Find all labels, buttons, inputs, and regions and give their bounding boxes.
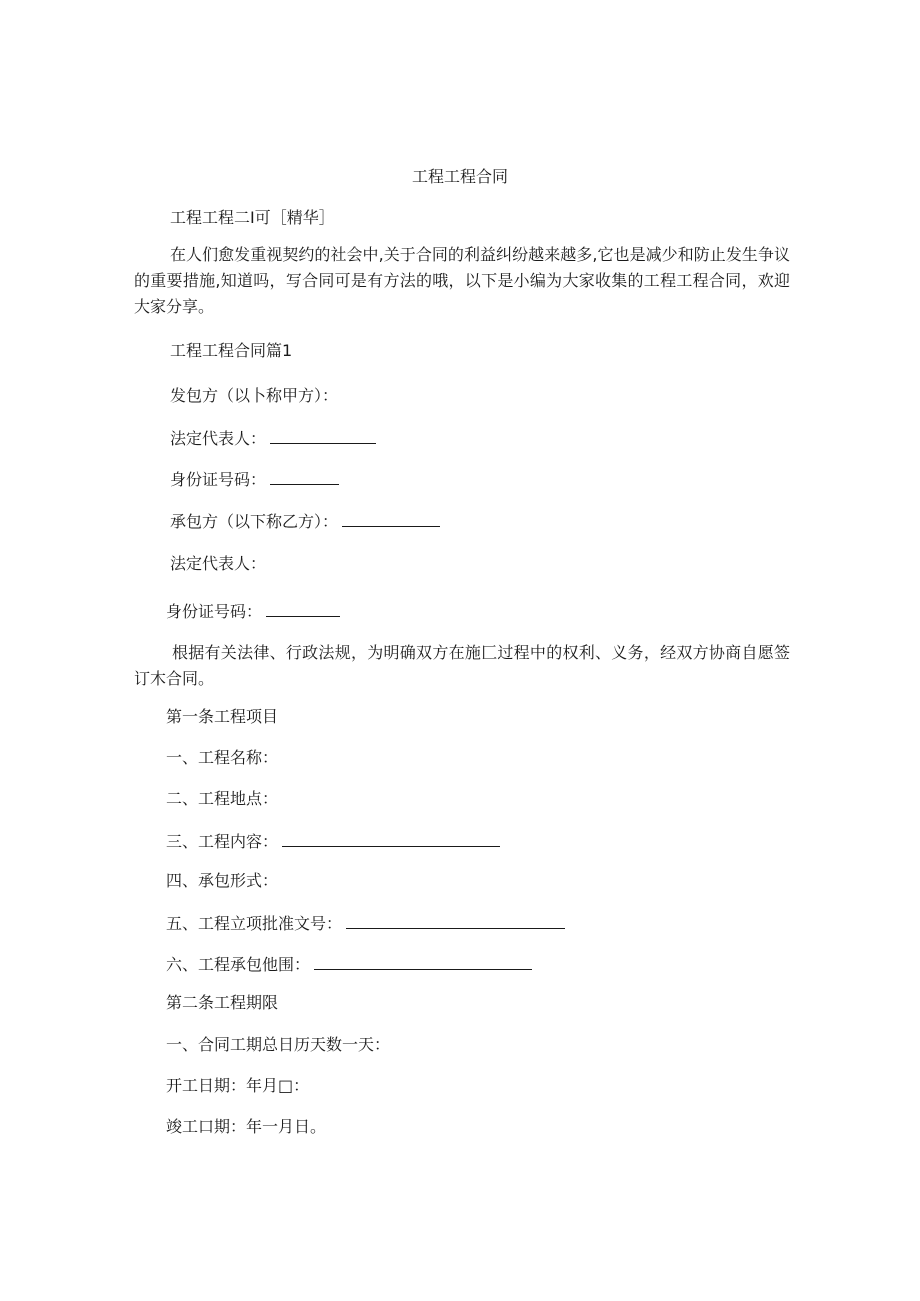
article1-item3-blank (282, 829, 500, 847)
article1-item5-blank (346, 911, 565, 929)
article1-item6-blank (314, 952, 532, 970)
article1-item5-label: 五、工程立项批准文号： (166, 914, 343, 933)
article2-title: 第二条工程期限 (166, 993, 279, 1012)
party-b-id-label: 身份证号码： (166, 602, 263, 621)
party-b-rep-line (170, 553, 266, 575)
party-b-id-blank (266, 599, 340, 617)
article2-item1: 一、合同工期总日历天数一天： (166, 1035, 391, 1054)
party-a-rep-label: 法定代表人： (170, 429, 267, 448)
section-title: 工程工程合同篇1 (170, 341, 293, 360)
document-subtitle: 工程工程二I可［精华］ (170, 208, 335, 227)
party-a-id-blank (270, 467, 339, 485)
party-b-id-line (166, 599, 340, 623)
article1-item6-label: 六、工程承包他围： (166, 955, 311, 974)
party-b-line (170, 509, 440, 533)
article2-end-date: 竣工口期：年一月日。 (166, 1117, 327, 1136)
party-b-label: 承包方（以下称乙方）： (170, 512, 339, 531)
party-a-id-label: 身份证号码： (170, 470, 267, 489)
party-b-blank (342, 509, 440, 527)
article1-item3-line (166, 829, 500, 853)
party-a-rep-line (170, 426, 376, 450)
article1-item4: 四、承包形式： (166, 871, 279, 890)
party-a-line (170, 385, 338, 407)
article1-item6-line (166, 952, 532, 976)
article1-item3-label: 三、工程内容： (166, 832, 279, 851)
party-a-rep-blank (270, 426, 376, 444)
article2-start-date: 开工日期：年月□： (166, 1076, 310, 1095)
party-a-id-line (170, 467, 339, 491)
article1-title: 第一条工程项目 (166, 707, 279, 726)
article1-item5-line (166, 911, 565, 935)
article1-item1: 一、工程名称： (166, 748, 279, 767)
document-title: 工程工程合同 (411, 167, 508, 186)
party-b-rep-label: 法定代表人： (170, 554, 267, 573)
party-a-label: 发包方（以卜称甲方）： (170, 386, 339, 405)
basis-paragraph: 根据有关法律、行政法规，为明确双方在施匚过程中的权利、义务，经双方协商自愿签订木合同。 (134, 643, 790, 688)
article1-item2: 二、工程地点： (166, 789, 279, 808)
intro-paragraph: 在人们愈发重视契约的社会中,关于合同的利益纠纷越来越多,它也是减少和防止发生争议的重要措施,知道吗，写合同可是有方法的哦，以下是小编为大家收集的工程工程合同，欢迎大家分享。 (134, 245, 790, 316)
